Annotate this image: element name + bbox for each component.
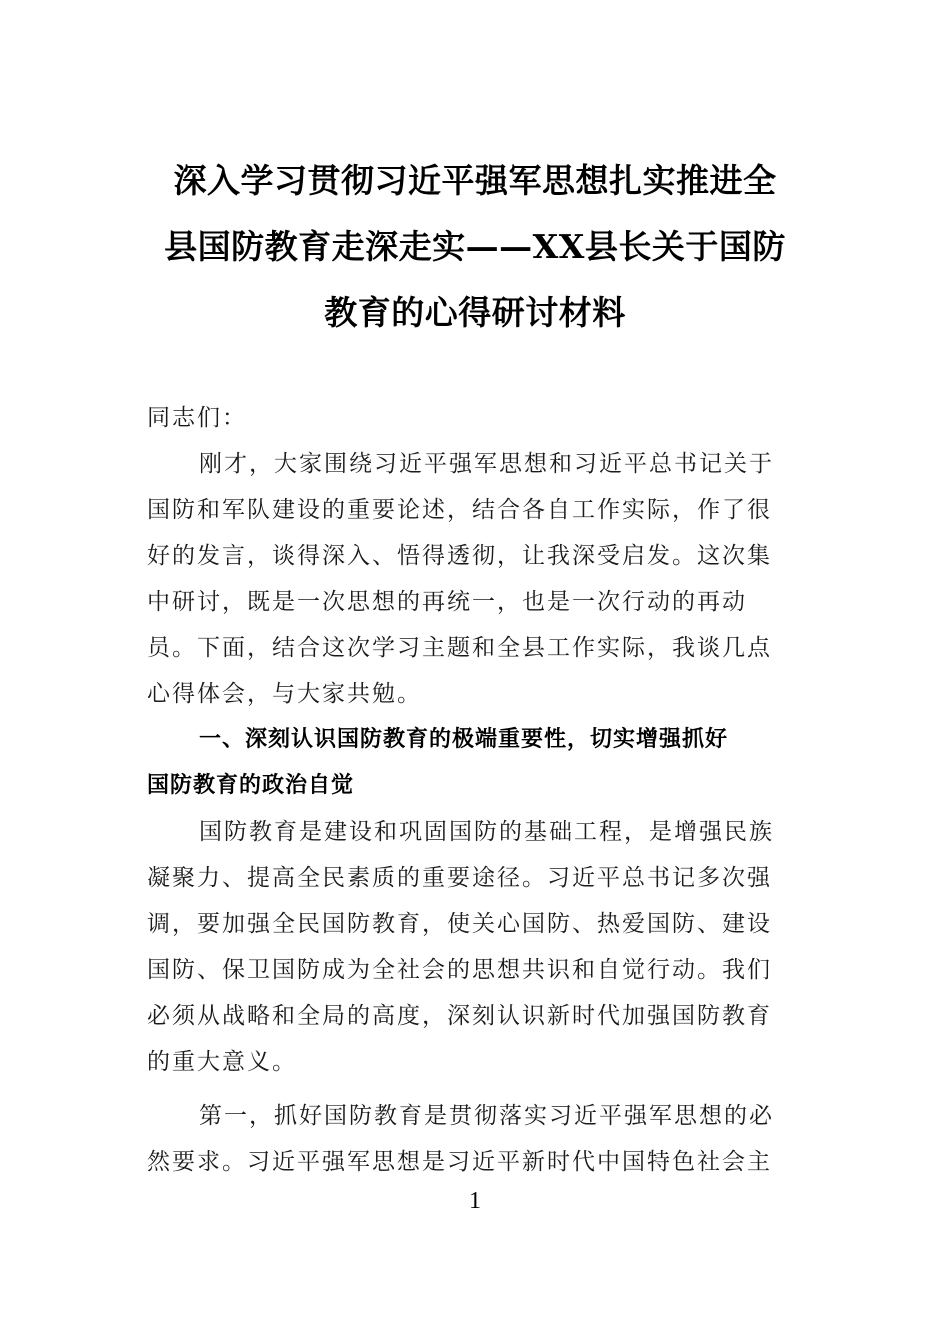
salutation: 同志们： [147, 405, 247, 431]
text-line: 心得体会，与大家共勉。 [147, 681, 422, 707]
text-line: 员。下面，结合这次学习主题和全县工作实际，我谈几点 [147, 635, 772, 661]
section-heading-1 [147, 717, 807, 809]
text-line: 中研讨，既是一次思想的再统一，也是一次行动的再动 [147, 589, 747, 615]
text-line: 必须从战略和全局的高度，深刻认识新时代加强国防教育 [147, 1003, 772, 1029]
title-line: 县国防教育走深走实——XX县长关于国防 [164, 227, 786, 266]
title-line: 深入学习贯彻习近平强军思想扎实推进全 [173, 161, 777, 200]
text-line: 国防和军队建设的重要论述，结合各自工作实际，作了很 [147, 497, 772, 523]
paragraph-intro [147, 441, 807, 717]
title-line: 教育的心得研讨材料 [324, 293, 626, 332]
paragraph-first-point [147, 1093, 807, 1185]
text-line: 第一，抓好国防教育是贯彻落实习近平强军思想的必 [199, 1103, 774, 1129]
text-line: 国防、保卫国防成为全社会的思想共识和自觉行动。我们 [147, 957, 772, 983]
text-line: 的重大意义。 [147, 1049, 297, 1075]
paragraph-national-defense [147, 809, 807, 1085]
text-line: 凝聚力、提高全民素质的重要途径。习近平总书记多次强 [147, 865, 772, 891]
page-number: 1 [469, 1188, 481, 1214]
document-body [147, 395, 807, 1185]
heading-line: 国防教育的政治自觉 [147, 773, 355, 798]
text-line: 刚才，大家围绕习近平强军思想和习近平总书记关于 [199, 451, 774, 477]
text-line: 好的发言，谈得深入、悟得透彻，让我深受启发。这次集 [147, 543, 772, 569]
heading-line: 一、深刻认识国防教育的极端重要性，切实增强抓好 [199, 727, 729, 752]
text-line: 国防教育是建设和巩固国防的基础工程，是增强民族 [199, 819, 774, 845]
text-line: 调，要加强全民国防教育，使关心国防、热爱国防、建设 [147, 911, 772, 937]
text-line: 然要求。习近平强军思想是习近平新时代中国特色社会主 [147, 1149, 772, 1175]
document-title [120, 148, 830, 346]
